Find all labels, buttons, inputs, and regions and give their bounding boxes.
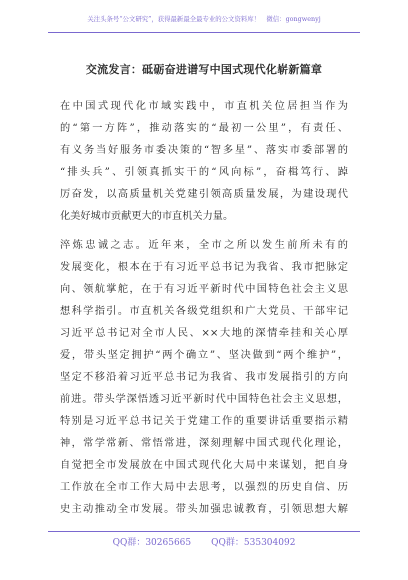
paragraph-2-line-2: 发展变化，根本在于有习近平总书记为我省、我市把脉定: [60, 262, 348, 273]
paragraph-2-line-8: 前进。带头学深悟透习近平新时代中国特色社会主义思想，: [60, 394, 348, 405]
header-divider: [48, 32, 360, 33]
paragraph-1-line-2: 的“第一方阵”，推动落实的“最初一公里”，有责任、: [60, 123, 348, 134]
paragraph-1-line-3: 有义务当好服务市委决策的“智多星”、落实市委部署的: [60, 145, 348, 156]
paragraph-1-line-5: 厉奋发，以高质量机关党建引领高质量发展，为建设现代: [60, 189, 348, 200]
paragraph-2-line-12: 工作放在全市工作大局中去思考，以强烈的历史自信、历: [60, 482, 348, 493]
paragraph-1-line-1: 在中国式现代化市域实践中，市直机关位居担当作为: [60, 101, 348, 112]
header-banner: [0, 12, 408, 26]
paragraph-2-line-4: 想科学指引。市直机关各级党组织和广大党员、干部牢记: [60, 306, 348, 317]
paragraph-2-line-5: 习近平总书记对全市人民、××大地的深情牵挂和关心厚: [60, 328, 348, 339]
paragraph-2-line-6: 爱，带头坚定拥护“两个确立”、坚决做到“两个维护”，: [60, 350, 348, 361]
paragraph-2-line-9: 特别是习近平总书记关于党建工作的重要讲话重要指示精: [60, 416, 348, 427]
paragraph-2-line-1: 淬炼忠诚之志。近年来，全市之所以发生前所未有的: [60, 240, 348, 251]
paragraph-2-line-7: 坚定不移沿着习近平总书记为我省、我市发展指引的方向: [60, 372, 348, 383]
banner-wechat: 微信：gongwenyj: [266, 15, 321, 23]
footer-qq-primary: QQ群：30265665: [112, 538, 192, 548]
paragraph-2-line-3: 向、领航掌舵，在于有习近平新时代中国特色社会主义思: [60, 284, 348, 295]
paragraph-2-line-13: 史主动推动全市发展。带头加强忠诚教育，引领思想大解: [60, 504, 348, 515]
paragraph-2-line-10: 神，常学常新、常悟常进，深刻理解中国式现代化理论，: [60, 438, 348, 449]
paragraph-1-line-6: 化美好城市贡献更大的市直机关力量。: [60, 211, 234, 222]
footer-divider: [48, 531, 360, 532]
document-title: 交流发言：砥砺奋进谱写中国式现代化崭新篇章: [85, 63, 323, 76]
banner-text: 关注头条号“公文研究”，获得最新最全最专业的公文资料库！: [87, 15, 261, 23]
paragraph-2-line-11: 自觉把全市发展放在中国式现代化大局中来谋划，把自身: [60, 460, 348, 471]
footer-qq-secondary: QQ群：535304092: [211, 538, 296, 548]
footer-contacts: [0, 536, 408, 550]
paragraph-1-line-4: “排头兵”、引领真抓实干的“风向标”，奋楫笃行、踔: [60, 167, 348, 178]
